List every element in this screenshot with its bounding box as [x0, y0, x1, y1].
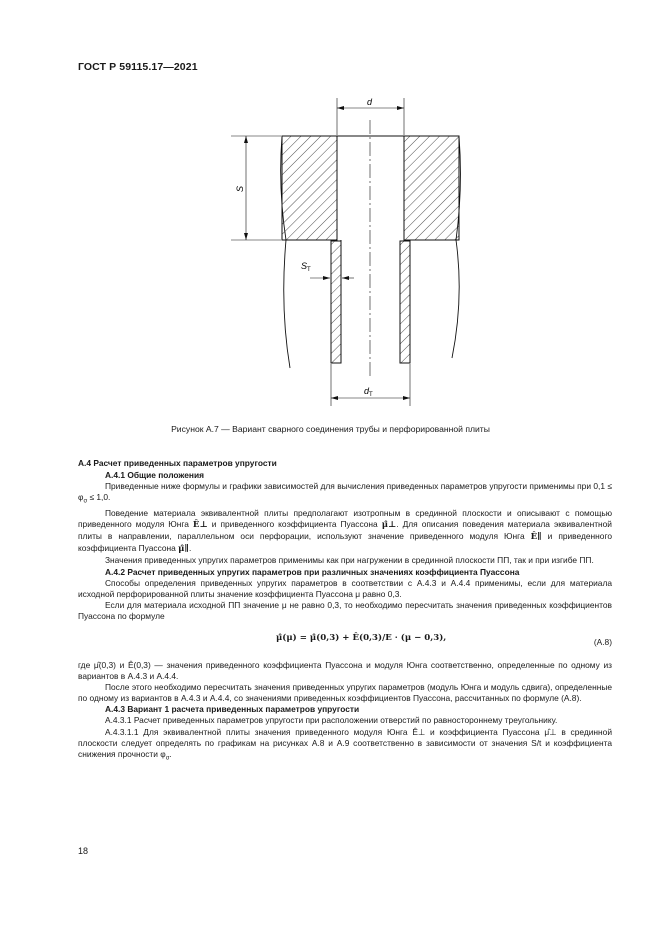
tube-wall-left: [331, 241, 341, 363]
para-a431-1: А.4.3.1.1 Для эквивалентной плиты значения приведенного модуля Юнга Ê⊥ и коэффициента Пуассона μ̂⊥ в срединной плоскости следует определять по графикам на рисунках А.8 и А.9 соответственно в зависимости от значения S/t и коэффициента снижения прочности $\varphi_\sigma$.: [78, 726, 612, 762]
plate-left: [282, 136, 337, 240]
para-a43-1: А.4.3.1 Расчет приведенных параметров упругости при расположении отверстий по равностороннему треугольнику.: [105, 715, 558, 726]
plate-right: [404, 136, 459, 240]
formula-expression: μ̂(μ) = μ̂(0,3) + Ê(0,3)/E · (μ − 0,3),: [276, 632, 447, 643]
heading-a42: А.4.2 Расчет приведенных упругих параметров при различных значениях коэффициента Пуассона: [105, 566, 520, 577]
figure-caption: Рисунок А.7 — Вариант сварного соединения трубы и перфорированной плиты: [171, 424, 490, 434]
heading-a41: А.4.1 Общие положения: [105, 470, 204, 481]
para-a42-4: После этого необходимо пересчитать значения приведенных упругих параметров (модуль Юнга и модуль сдвига), определенные по одному из вариантов в А.4.3 и А.4.4, со значениями приведенных коэффициентов Пуассона, рассчитанных по формуле (А.8).: [78, 682, 612, 704]
label-s: S: [235, 185, 245, 192]
section-a4: [78, 458, 612, 765]
para-a42-1: Способы определения приведенных упругих параметров в соответствии с А.4.3 и А.4.4 применимы, если для материала исходной перфорированной плиты значение коэффициента Пуассона μ равно 0,3.: [78, 577, 612, 599]
formula-number: (А.8): [593, 636, 612, 647]
label-d: d: [367, 97, 373, 107]
para-a41-1: Приведенные ниже формулы и графики зависимостей для вычисления приведенных параметров упругости применимы при $0,1 \le \varphi_\sigma \le 1,0$.: [78, 481, 612, 505]
para-a41-2: Поведение материала эквивалентной плиты предполагают изотропным в срединной плоскости и описывают с помощью приведенного модуля Юнга Ê⊥ и приведенного коэффициента Пуассона μ̂⊥. Для описания поведения материала эквивалентной плиты в направлении, параллельном оси перфорации, используют значение приведенного модуля Юнга Ê∥ и приведенного коэффициента Пуассона μ̂∥.: [78, 508, 612, 555]
para-a42-2: Если для материала исходной ПП значение μ не равно 0,3, то необходимо пересчитать значения приведенных коэффициентов Пуассона по формуле: [78, 599, 612, 621]
page-number: 18: [78, 846, 89, 856]
label-st: $S_T$: [301, 261, 311, 273]
heading-a43: А.4.3 Вариант 1 расчета приведенных параметров упругости: [105, 704, 360, 715]
standard-header: ГОСТ Р 59115.17—2021: [78, 61, 198, 73]
tube-wall-right: [400, 241, 410, 363]
heading-a4: А.4 Расчет приведенных параметров упругости: [78, 458, 277, 468]
weld-joint-figure: [230, 88, 490, 418]
label-dt: $d_T$: [364, 386, 373, 398]
para-a41-3: Значения приведенных упругих параметров применимы как при нагружении в срединной плоскости ПП, так и при изгибе ПП.: [105, 555, 594, 566]
para-a42-3: где μ̂(0,3) и Ê(0,3) — значения приведенного коэффициента Пуассона и модуля Юнга соответственно, определенные по одному из вариантов в А.4.3 и А.4.4.: [78, 659, 612, 682]
formula-a8: [78, 628, 612, 656]
